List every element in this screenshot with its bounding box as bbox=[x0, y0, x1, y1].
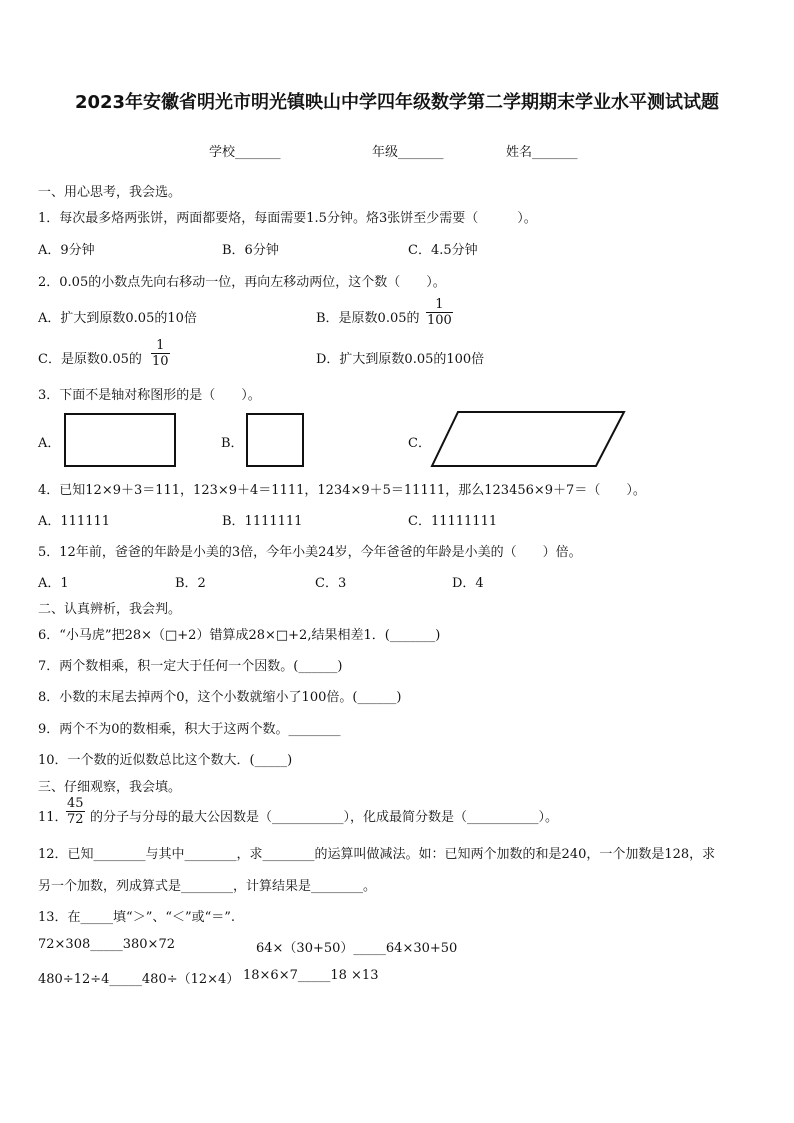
compare-item: 18×6×7_____18 ×13 bbox=[243, 968, 379, 983]
option: A．111111 bbox=[38, 514, 111, 529]
fraction-denominator: 10 bbox=[152, 354, 169, 369]
fraction-numerator: 45 bbox=[67, 796, 84, 811]
question-12-continued: 另一个加数，列成算式是________，计算结果是________。 bbox=[38, 879, 377, 894]
option: A．扩大到原数0.05的10倍 bbox=[38, 311, 197, 326]
grade-field: 年级_______ bbox=[372, 145, 444, 160]
option: B．2 bbox=[175, 576, 206, 591]
option: C．11111111 bbox=[408, 514, 498, 529]
fraction-numerator: 1 bbox=[426, 297, 453, 313]
compare-item: 64×（30+50）_____64×30+50 bbox=[256, 941, 458, 956]
fraction-denominator: 100 bbox=[427, 313, 452, 328]
fraction bbox=[151, 338, 170, 369]
question-11: 的分子与分母的最大公因数是（___________），化成最简分数是（___________）。 bbox=[90, 810, 559, 825]
question-4: 4．已知12×9＋3＝111，123×9＋4＝1111，1234×9＋5＝11111，那么123456×9＋7＝（ ）。 bbox=[38, 483, 646, 498]
question-7: 7．两个数相乘，积一定大于任何一个因数。(______) bbox=[38, 659, 343, 674]
question-1: 1．每次最多烙两张饼，两面都要烙，每面需要1.5分钟。烙3张饼至少需要（ ）。 bbox=[38, 211, 537, 226]
option: B．6分钟 bbox=[222, 243, 279, 258]
question-6: 6．“小马虎”把28×（□+2）错算成28×□+2,结果相差1．(_______) bbox=[38, 628, 441, 643]
option: D．扩大到原数0.05的100倍 bbox=[316, 352, 485, 367]
question-13: 13．在_____填“＞”、“＜”或“＝”. bbox=[38, 910, 236, 925]
name-field: 姓名_______ bbox=[506, 145, 578, 160]
section-heading: 二、认真辨析，我会判。 bbox=[38, 602, 182, 617]
fraction-numerator: 1 bbox=[151, 338, 170, 354]
option: B．是原数0.05的 bbox=[316, 311, 420, 326]
question-11-number: 11． bbox=[38, 810, 68, 825]
option: B．1111111 bbox=[222, 514, 303, 529]
fraction bbox=[426, 297, 453, 328]
option: A． bbox=[38, 436, 61, 451]
section-heading: 一、用心思考，我会选。 bbox=[38, 185, 182, 200]
compare-item: 72×308_____380×72 bbox=[38, 937, 175, 952]
fraction bbox=[66, 796, 85, 827]
section-heading: 三、仔细观察，我会填。 bbox=[38, 780, 182, 795]
compare-item: 480÷12÷4_____480÷（12×4） bbox=[38, 972, 240, 987]
option: A．9分钟 bbox=[38, 243, 95, 258]
option: C．3 bbox=[315, 576, 347, 591]
option: C．4.5分钟 bbox=[408, 243, 478, 258]
question-10: 10．一个数的近似数总比这个数大．(_____) bbox=[38, 753, 293, 768]
question-8: 8．小数的末尾去掉两个0，这个小数就缩小了100倍。(______) bbox=[38, 690, 402, 705]
fraction-denominator: 72 bbox=[67, 812, 84, 827]
option: D．4 bbox=[452, 576, 484, 591]
question-2: 2．0.05的小数点先向右移动一位，再向左移动两位，这个数（ ）。 bbox=[38, 275, 446, 290]
option: C．是原数0.05的 bbox=[38, 352, 142, 367]
question-12: 12．已知________与其中________，求________的运算叫做减法。如：已知两个加数的和是240，一个加数是128，求 bbox=[38, 847, 716, 862]
option: C． bbox=[408, 436, 431, 451]
option: B． bbox=[221, 436, 244, 451]
school-field: 学校_______ bbox=[209, 145, 281, 160]
page-title: 2023年安徽省明光市明光镇映山中学四年级数学第二学期期末学业水平测试试题 bbox=[74, 92, 720, 113]
question-9: 9．两个不为0的数相乘，积大于这两个数。________ bbox=[38, 722, 341, 737]
square-shape bbox=[246, 413, 304, 467]
question-3: 3．下面不是轴对称图形的是（ ）。 bbox=[38, 388, 261, 403]
option: A．1 bbox=[38, 576, 69, 591]
parallelogram-shape bbox=[428, 410, 628, 470]
question-5: 5．12年前，爸爸的年龄是小美的3倍，今年小美24岁，今年爸爸的年龄是小美的（ ）倍。 bbox=[38, 545, 582, 560]
rectangle-shape bbox=[64, 413, 176, 467]
